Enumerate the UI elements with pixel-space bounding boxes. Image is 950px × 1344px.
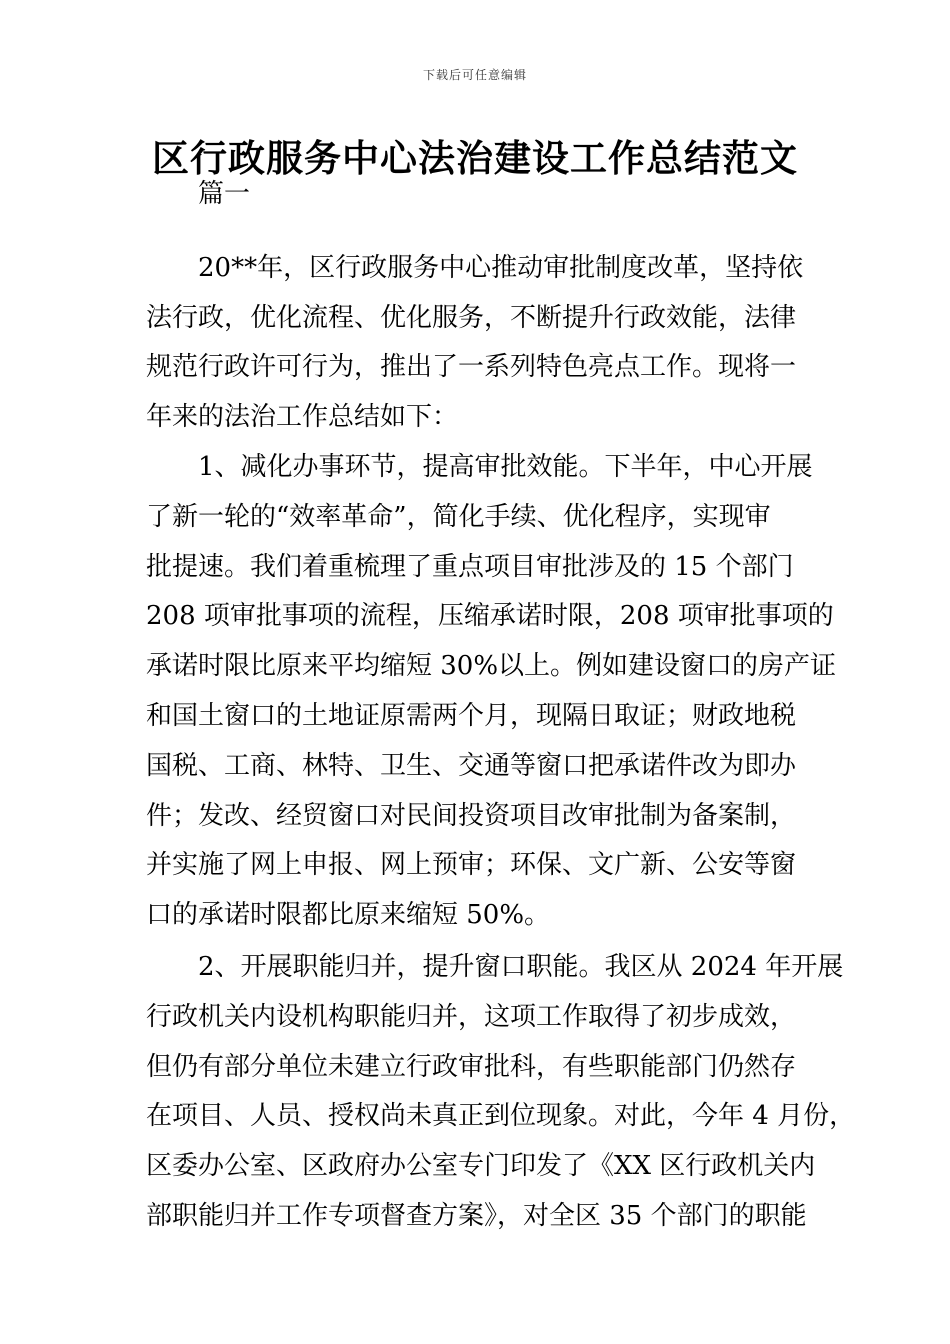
paragraph-2	[146, 443, 837, 941]
document-body	[146, 170, 856, 1242]
paragraph-line: 规范行政许可行为，推出了一系列特色亮点工作。现将一	[146, 352, 797, 383]
paragraph-line: 承诺时限比原来平均缩短 30%以上。例如建设窗口的房产证	[146, 651, 837, 682]
paragraph-line: 和国土窗口的土地证原需两个月，现隔日取证；财政地税	[146, 700, 797, 731]
paragraph-1	[146, 244, 826, 443]
paragraph-line: 区委办公室、区政府办公室专门印发了《XX 区行政机关内	[146, 1151, 816, 1182]
paragraph-3	[146, 943, 856, 1242]
paragraph-line: 年来的法治工作总结如下：	[146, 402, 459, 433]
paragraph-line: 行政机关内设机构职能归并，这项工作取得了初步成效，	[146, 1001, 797, 1032]
section-heading: 篇一	[198, 179, 251, 209]
paragraph-line: 部职能归并工作专项督查方案》，对全区 35 个部门的职能	[146, 1200, 807, 1231]
header-note: 下载后可任意编辑	[422, 68, 527, 82]
paragraph-line: 但仍有部分单位未建立行政审批科，有些职能部门仍然存	[146, 1051, 797, 1082]
paragraph-line: 口的承诺时限都比原来缩短 50%。	[146, 900, 551, 931]
paragraph-line: 件；发改、经贸窗口对民间投资项目改审批制为备案制，	[146, 800, 797, 831]
paragraph-line: 2、开展职能归并，提升窗口职能。我区从 2024 年开展	[198, 951, 844, 982]
paragraph-line: 并实施了网上申报、网上预审；环保、文广新、公安等窗	[146, 850, 797, 881]
paragraph-line: 批提速。我们着重梳理了重点项目审批涉及的 15 个部门	[146, 551, 794, 582]
paragraph-line: 208 项审批事项的流程，压缩承诺时限，208 项审批事项的	[146, 601, 834, 632]
paragraph-line: 在项目、人员、授权尚未真正到位现象。对此，今年 4 月份，	[146, 1101, 856, 1132]
document-title: 区行政服务中心法治建设工作总结范文	[152, 137, 798, 180]
paragraph-line: 法行政，优化流程、优化服务，不断提升行政效能，法律	[146, 302, 797, 333]
paragraph-line: 国税、工商、林特、卫生、交通等窗口把承诺件改为即办	[146, 750, 797, 781]
paragraph-line: 了新一轮的“效率革命”，简化手续、优化程序，实现审	[146, 501, 771, 532]
paragraph-line: 1、减化办事环节，提高审批效能。下半年，中心开展	[198, 451, 813, 482]
paragraph-line: 20**年，区行政服务中心推动审批制度改革，坚持依	[198, 252, 804, 283]
